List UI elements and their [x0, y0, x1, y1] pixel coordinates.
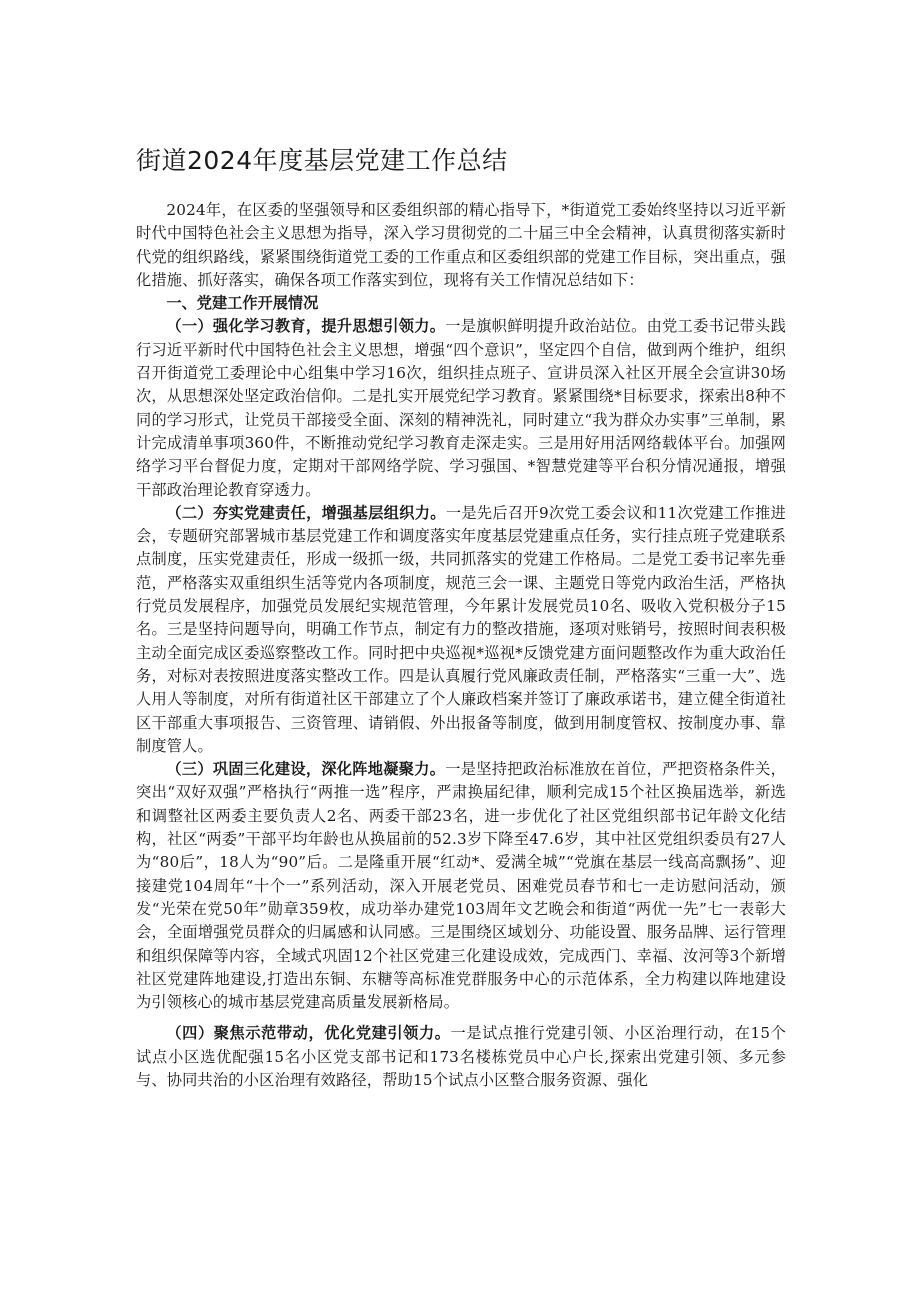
- subsection-lead: （一）强化学习教育，提升思想引领力。: [166, 317, 446, 336]
- subsection-lead: （四）聚焦示范带动，优化党建引领力。: [166, 1024, 451, 1043]
- subsection-text: 一是试点推行党建引领、小区治理行动，在15个试点小区选优配强15名小区党支部书记和173名楼栋党员中心户长,探索出党建引领、多元参与、协同共治的小区治理有效路径，帮助15个试点小区整合服务资源、强化: [136, 1024, 786, 1089]
- subsection-text: 一是坚持把政治标准放在首位，严把资格条件关，突出“双好双强”严格执行“两推一选”程序，严肃换届纪律，顺利完成15个社区换届选举，新选和调整社区两委主要负责人2名、两委干部23名，进一步优化了社区党组织部书记年龄文化结构，社区“两委”干部平均年龄也从换届前的52.3岁下降至47.6岁，其中社区党组织委员有27人为“80后”，18人为“90”后。二是隆重开展“红动*、爱满全城”“党旗在基层一线高高飘扬”、迎接建党104周年“十个一”系列活动，深入开展老党员、困难党员春节和七一走访慰问活动，颁发“光荣在党50年”勋章359枚，成功举办建党103周年文艺晚会和街道“两优一先”七一表彰大会，全面增强党员群众的归属感和认同感。三是围绕区域划分、功能设置、服务品牌、运行管理和组织保障等内容，全域式巩固12个社区党建三化建设成效，完成西门、幸福、汝河等3个新增社区党建阵地建设,打造出东铜、东糖等高标准党群服务中心的示范体系，全力构建以阵地建设为引领核心的城市基层党建高质量发展新格局。: [136, 760, 786, 1012]
- subsection-lead: （三）巩固三化建设，深化阵地凝聚力。: [166, 760, 446, 779]
- subsection-paragraph-2: [136, 502, 786, 758]
- document-title: 街道2024年度基层党建工作总结: [136, 146, 508, 175]
- document-body: [136, 199, 786, 1092]
- subsection-lead: （二）夯实党建责任，增强基层组织力。: [166, 503, 446, 522]
- section-heading: 一、党建工作开展情况: [166, 294, 319, 313]
- subsection-text: 一是先后召开9次党工委会议和11次党建工作推进会，专题研究部署城市基层党建工作和调度落实年度基层党建重点任务，实行挂点班子党建联系点制度，压实党建责任，形成一级抓一级，共同抓落实的党建工作格局。二是党工委书记率先垂范，严格落实双重组织生活等党内各项制度，规范三会一课、主题党日等党内政治生活，严格执行党员发展程序，加强党员发展纪实规范管理，今年累计发展党员10名、吸收入党积极分子15名。三是坚持问题导向，明确工作节点，制定有力的整改措施，逐项对账销号，按照时间表积极主动全面完成区委巡察整改工作。同时把中央巡视*巡视*反馈党建方面问题整改作为重大政治任务，对标对表按照进度落实整改工作。四是认真履行党风廉政责任制，严格落实“三重一大”、选人用人等制度，对所有街道社区干部建立了个人廉政档案并签订了廉政承诺书，建立健全街道社区干部重大事项报告、三资管理、请销假、外出报备等制度，做到用制度管权、按制度办事、靠制度管人。: [136, 503, 786, 755]
- subsection-paragraph-4: [136, 1022, 786, 1092]
- intro-paragraph: 2024年，在区委的坚强领导和区委组织部的精心指导下，*街道党工委始终坚持以习近平新时代中国特色社会主义思想为指导，深入学习贯彻党的二十届三中全会精神，认真贯彻落实新时代党的组织路线，紧紧围绕街道党工委的工作重点和区委组织部的党建工作目标，突出重点，强化措施、抓好落实，确保各项工作落实到位，现将有关工作情况总结如下：: [136, 201, 786, 289]
- subsection-paragraph-1: [136, 315, 786, 501]
- subsection-paragraph-3: [136, 758, 786, 1014]
- subsection-text: 一是旗帜鲜明提升政治站位。由党工委书记带头践行习近平新时代中国特色社会主义思想，增强“四个意识”，坚定四个自信，做到两个维护，组织召开街道党工委理论中心组集中学习16次，组织挂点班子、宣讲员深入社区开展全会宣讲30场次，从思想深处坚定政治信仰。二是扎实开展党纪学习教育。紧紧围绕*目标要求，探索出8种不同的学习形式，让党员干部接受全面、深刻的精神洗礼，同时建立“我为群众办实事”三单制，累计完成清单事项360件，不断推动党纪学习教育走深走实。三是用好用活网络载体平台。加强网络学习平台督促力度，定期对干部网络学院、学习强国、*智慧党建等平台积分情况通报，增强干部政治理论教育穿透力。: [136, 317, 786, 499]
